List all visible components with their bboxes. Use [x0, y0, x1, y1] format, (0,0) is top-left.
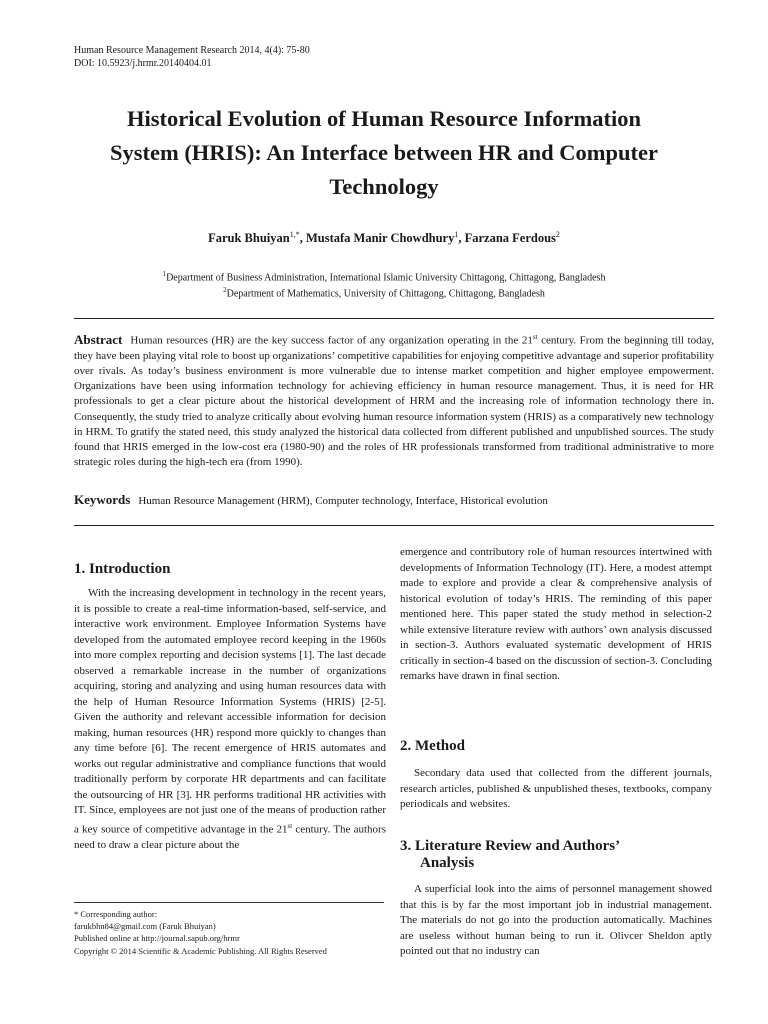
author-name: , Farzana Ferdous [458, 231, 556, 246]
title-line: Technology [329, 174, 439, 199]
paper-title [40, 102, 728, 204]
abstract: Abstract Human resources (HR) are the key success factor of any organization operating in the 21st century. From the beginning till today, they have been playing vital role to boost up organizations’ competitive capabilities for enjoying competitive advantage and superior profitability over rivals. As today’s business environment is more vulnerable due to intense market competition and higher employee empowerment. Organizations have been using information technology for achieving efficiency in human resource management. Thus, it is need for HR professionals to get a clear picture about the historical development of HRM and the increasing role of information technology there in. Consequently, the study tried to analyze critically about evolving human resource information system (HRIS) as a comparatively new technology in HRM. To gratify the stated need, this study analyzed the historical data collected from different published and unpublished sources. The study found that HRIS emerged in the low-cost era (1980-90) and the roles of HR professionals transformed from traditional administrative to more strategic roles during the high-tech era (from 1990). [74, 331, 714, 469]
affiliation-2: $^2$Department of Mathematics, University of Chittagong, Chittagong, Bangladesh [223, 286, 545, 300]
paragraph: Secondary data used that collected from the different journals, research articles, published & unpublished theses, textbooks, company periodicals and websites. [400, 767, 712, 810]
abstract-text: century. From the beginning till today, they have been playing vital role to boost up organizations’ competitive capabilities for enjoying competitive advantage and superior profitability over rivals. As today’s business environment is more vulnerable due to intense market competition and higher employee empowerment. Organizations have been using information technology for achieving efficiency in human resource management. Thus, it is need for HR professionals to get a clear picture about the historical development of HRM and the increasing role of information technology there in. Consequently, the study tried to analyze critically about evolving human resource information system (HRIS) as a comparatively new technology in HRM. To gratify the stated need, this study analyzed the historical data collected from different published and unpublished sources. The study found that HRIS emerged in the low-cost era (1980-90) and the roles of HR professionals transformed from traditional administrative to more strategic roles during the high-tech era (from 1990). [74, 334, 714, 469]
method-body [400, 766, 712, 813]
divider [74, 525, 714, 526]
title-line: System (HRIS): An Interface between HR and Computer [109, 140, 659, 165]
title-line: Historical Evolution of Human Resource Information [127, 106, 641, 131]
keywords-text: Human Resource Management (HRM), Computer technology, Interface, Historical evolution [138, 495, 548, 507]
intro-continued [400, 545, 712, 685]
author-affil-mark: 1 [454, 230, 459, 239]
affiliations [40, 268, 728, 301]
paragraph: emergence and contributory role of human resources intertwined with developments of Information Technology (IT). Here, a modest attempt made to explore and provide a clear & comprehensive analysis of historical evolution of today’s HRIS. The reminding of this paper mentioned here. This paper stated the study method in selection-2 while extensive literature review with authors’ own analysis discussed in section-3. Authors evaluated systematic development of HRIS critically in section-4 based on the discussion of section-3. Concluding remarks have drawn in final section. [400, 546, 712, 682]
section-heading: 3. Literature Review and Authors’ Analysis [400, 838, 621, 871]
divider [74, 318, 714, 319]
affiliation-1: $^1$Department of Business Administration, International Islamic University Chittagong, Chittagong, Bangladesh [162, 270, 606, 284]
litreview-body [400, 882, 712, 960]
copyright: Copyright © 2014 Scientific & Academic Publishing. All Rights Reserved [74, 945, 327, 956]
journal-citation: Human Resource Management Research 2014, 4(4): 75-80 [74, 45, 310, 56]
keywords [74, 492, 714, 508]
author-affil-mark: 1,* [289, 230, 300, 239]
footnote: * Corresponding author: farukbhn84@gmail.com (Faruk Bhuiyan) Published online at http://journal.sapub.org/hrmr Copyright © 2014 Scientific & Academic Publishing. All Rights Reserved [74, 908, 394, 957]
keywords-label: Keywords [74, 492, 131, 507]
abstract-label: Abstract [74, 331, 123, 347]
intro-body [74, 586, 386, 853]
section-heading: 2. Method [400, 738, 465, 754]
author-email: farukbhn84@gmail.com (Faruk Bhuiyan) [74, 921, 216, 932]
footnote-divider [74, 902, 384, 903]
author-affil-mark: 2 [555, 230, 560, 239]
paragraph: With the increasing development in technology in the recent years, it is possible to create a real-time information-based, self-service, and interactive work environment. Employee Information Systems have developed from the automated employee record keeping in the 1960s into more complex reporting and decision systems [1]. The last decade observed a remarkable increase in the number of organizations acquiring, storing and analyzing and using human resources data with the help of Human Resource Information Systems (HRIS) [2-5]. Given the authority and relevant accessible information for decision making, human resources (HR) respond more quickly to changes than any time before [6]. The recent emergence of HRIS automates and works out regular administrative and compliance functions that would traditionally perform by corporate HR departments and can facilitate the outsourcing of HR [3]. HR performs traditional HR activities with IT. Since, employees are not just one of the means of production rather a key source of competitive advantage in the 21st century. The authors need to draw a clear picture about the [74, 587, 386, 851]
paragraph: A superficial look into the aims of personnel management showed that this is by far the most important job in industrial management. The materials do not go into the production automatically. Machines are useless without human being to run it. Olivcer Sheldon aptly pointed out that no industry can [400, 883, 712, 957]
author-name: Faruk Bhuiyan [208, 231, 290, 246]
author-list [40, 230, 728, 246]
doi: DOI: 10.5923/j.hrmr.20140404.01 [74, 58, 212, 69]
abstract-text: Human resources (HR) are the key success factor of any organization operating in the 21 [130, 334, 533, 347]
running-header [74, 44, 310, 70]
section-heading: 1. Introduction [74, 561, 171, 577]
author-name: , Mustafa Manir Chowdhury [299, 231, 455, 246]
